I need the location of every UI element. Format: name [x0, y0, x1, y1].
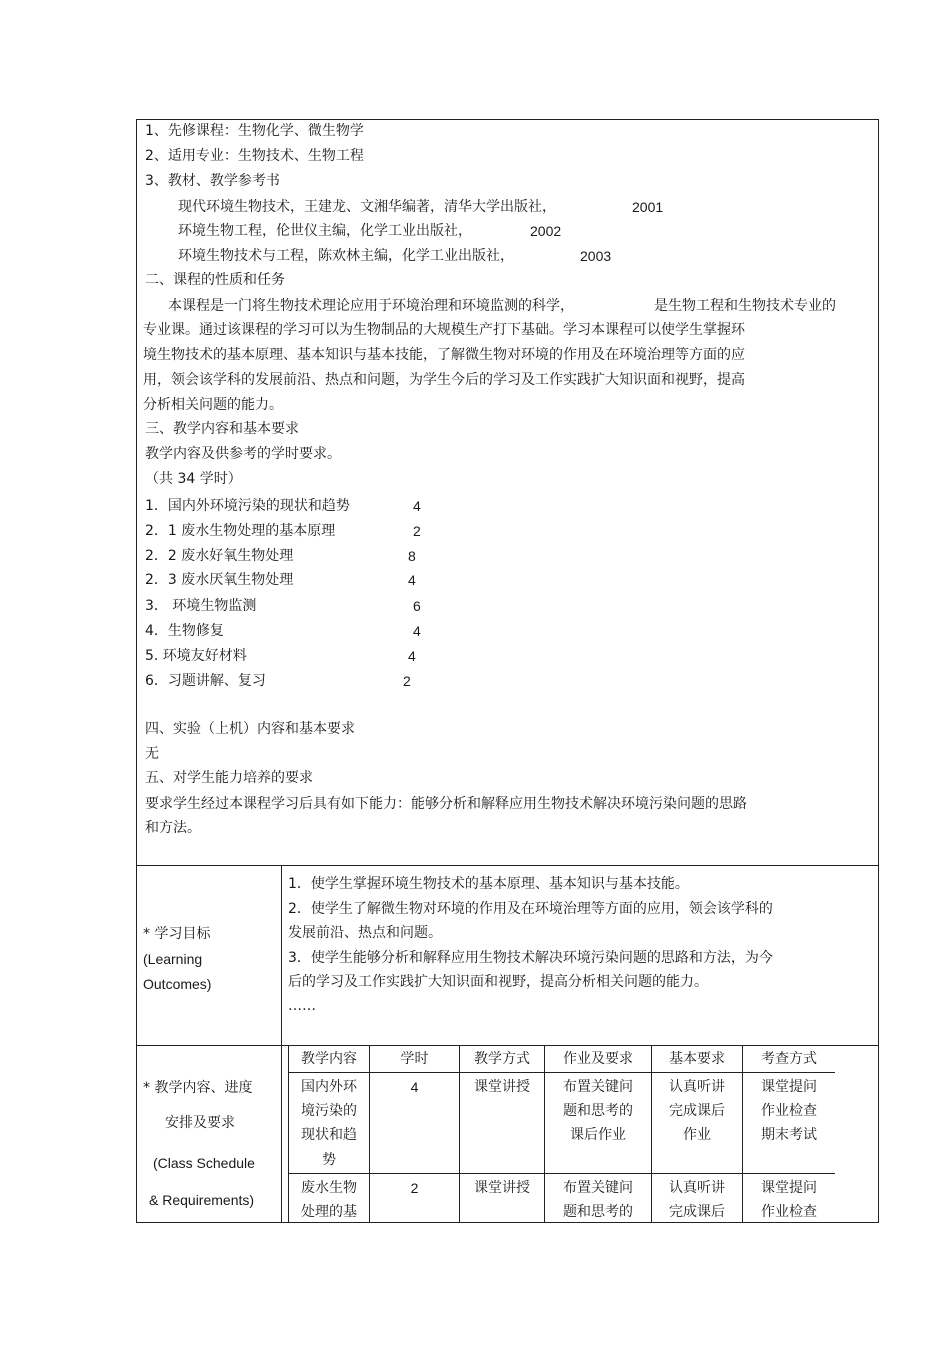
topic-4: 2．3 废水厌氧生物处理 [145, 572, 294, 588]
section5-title: 五、对学生能力培养的要求 [145, 770, 313, 786]
topic-3: 2．2 废水好氧生物处理 [145, 548, 294, 564]
schedule-header-basic: 基本要求 [669, 1051, 725, 1067]
prerequisite-line: 1、先修课程：生物化学、微生物学 [145, 123, 364, 139]
textbook-heading: 3、教材、教学参考书 [145, 173, 280, 189]
outcome-3: 3．使学生能够分析和解释应用生物技术解决环境污染问题的思路和方法，为今 [288, 950, 773, 966]
row1-assess-line3: 期末考试 [761, 1127, 817, 1143]
outcome-3-cont: 后的学习及工作实践扩大知识面和视野，提高分析相关问题的能力。 [288, 974, 708, 990]
row2-hours: 2 [410, 1180, 419, 1196]
topic-8-hours: 2 [403, 673, 411, 689]
row1-homework-line2: 题和思考的 [563, 1103, 633, 1119]
section5-body-line1: 要求学生经过本课程学习后具有如下能力：能够分析和解释应用生物技术解决环境污染问题的思路 [145, 796, 747, 812]
schedule-label-cn2: 安排及要求 [165, 1115, 235, 1131]
row1-content-line3: 现状和趋 [301, 1127, 357, 1143]
row1-hours: 4 [410, 1079, 419, 1095]
topic-6-hours: 4 [413, 623, 421, 639]
row1-basic-line2: 完成课后 [669, 1103, 725, 1119]
section3-title: 三、教学内容和基本要求 [145, 421, 299, 437]
row1-homework-line3: 课后作业 [570, 1127, 626, 1143]
row1-basic-line3: 作业 [683, 1127, 711, 1143]
section3-subtitle: 教学内容及供参考的学时要求。 [145, 446, 341, 462]
schedule-header-assessment: 考查方式 [761, 1051, 817, 1067]
outcome-2: 2．使学生了解微生物对环境的作用及在环境治理等方面的应用，领会该学科的 [288, 901, 773, 917]
section2-para-line3: 境生物技术的基本原理、基本知识与基本技能，了解微生物对环境的作用及在环境治理等方面的应 [143, 347, 745, 363]
topic-3-hours: 8 [408, 548, 416, 564]
schedule-label-en2: & Requirements) [149, 1192, 255, 1208]
topic-1: 1．国内外环境污染的现状和趋势 [145, 498, 350, 514]
section5-body-line2: 和方法。 [145, 820, 201, 836]
row1-basic-line1: 认真听讲 [669, 1079, 725, 1095]
book-2: 环境生物工程，伦世仪主编，化学工业出版社， [178, 223, 472, 239]
book-3-year: 2003 [580, 248, 612, 264]
row1-assess-line1: 课堂提问 [761, 1079, 817, 1095]
book-1: 现代环境生物技术，王建龙、文湘华编著，清华大学出版社， [178, 199, 556, 215]
row1-content-line4: 势 [322, 1152, 336, 1168]
row1-method: 课堂讲授 [474, 1079, 530, 1095]
row2-assess-line1: 课堂提问 [761, 1180, 817, 1196]
schedule-header-homework: 作业及要求 [563, 1051, 633, 1067]
schedule-label-cn1: * 教学内容、进度 [143, 1080, 253, 1096]
row2-basic-line2: 完成课后 [669, 1204, 725, 1220]
topic-5: 3． 环境生物监测 [145, 598, 257, 614]
outcomes-label-cn: * 学习目标 [143, 926, 211, 942]
row1-content-line1: 国内外环 [301, 1079, 357, 1095]
table-divider-outcomes [136, 865, 879, 866]
outcome-2-cont: 发展前沿、热点和问题。 [288, 925, 442, 941]
row2-homework-line2: 题和思考的 [563, 1204, 633, 1220]
schedule-label-en1: (Class Schedule [153, 1155, 255, 1171]
topic-4-hours: 4 [408, 572, 416, 588]
topic-8: 6．习题讲解、复习 [145, 673, 266, 689]
schedule-header-method: 教学方式 [474, 1051, 530, 1067]
row2-method: 课堂讲授 [474, 1180, 530, 1196]
outcomes-ellipsis: …… [288, 998, 316, 1014]
major-line: 2、适用专业：生物技术、生物工程 [145, 148, 364, 164]
schedule-header-bottom [288, 1072, 835, 1073]
section2-para-line1a: 本课程是一门将生物技术理论应用于环境治理和环境监测的科学， [168, 298, 574, 314]
schedule-row1-bottom [288, 1173, 835, 1174]
row2-homework-line1: 布置关键问 [563, 1180, 633, 1196]
section2-title: 二、课程的性质和任务 [145, 272, 285, 288]
section2-para-line4: 用，领会该学科的发展前沿、热点和问题，为学生今后的学习及工作实践扩大知识面和视野，提高 [143, 372, 745, 388]
topic-6: 4．生物修复 [145, 623, 224, 639]
outcome-1: 1．使学生掌握环境生物技术的基本原理、基本知识与基本技能。 [288, 876, 689, 892]
row2-basic-line1: 认真听讲 [669, 1180, 725, 1196]
row2-content-line2: 处理的基 [301, 1204, 357, 1220]
schedule-header-hours: 学时 [400, 1051, 429, 1067]
topic-2: 2．1 废水生物处理的基本原理 [145, 523, 336, 539]
section4-body: 无 [145, 746, 159, 762]
book-1-year: 2001 [632, 199, 664, 215]
row2-assess-line2: 作业检查 [761, 1204, 817, 1220]
topic-5-hours: 6 [413, 598, 421, 614]
row1-homework-line1: 布置关键问 [563, 1079, 633, 1095]
section2-para-line2: 专业课。通过该课程的学习可以为生物制品的大规模生产打下基础。学习本课程可以使学生掌握环 [143, 322, 745, 338]
table-column-divider [281, 865, 282, 1222]
section4-title: 四、实验（上机）内容和基本要求 [145, 721, 355, 737]
book-2-year: 2002 [530, 223, 562, 239]
book-3: 环境生物技术与工程，陈欢林主编，化学工业出版社， [178, 248, 514, 264]
topic-7-hours: 4 [408, 648, 416, 664]
schedule-header-content: 教学内容 [301, 1051, 357, 1067]
row2-content-line1: 废水生物 [301, 1180, 357, 1196]
table-divider-schedule [136, 1045, 879, 1046]
outcomes-label-en2: Outcomes) [143, 976, 212, 992]
row1-assess-line2: 作业检查 [761, 1103, 817, 1119]
outcomes-label-en1: (Learning [143, 951, 203, 967]
topic-7: 5. 环境友好材料 [145, 648, 247, 664]
section2-para-line5: 分析相关问题的能力。 [143, 397, 283, 413]
section2-para-line1b: 是生物工程和生物技术专业的 [654, 298, 836, 314]
row1-content-line2: 境污染的 [301, 1103, 357, 1119]
topic-2-hours: 2 [413, 523, 421, 539]
section3-total-hours: （共 34 学时） [145, 471, 242, 487]
topic-1-hours: 4 [413, 498, 421, 514]
